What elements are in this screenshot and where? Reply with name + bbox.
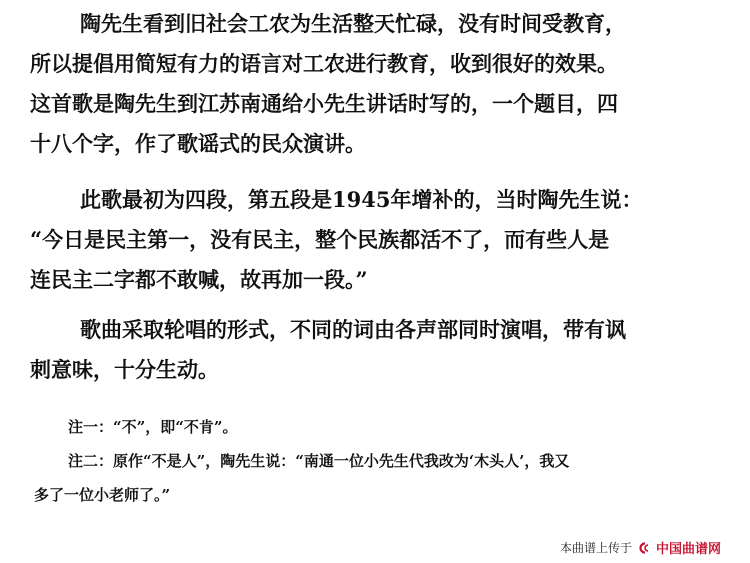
paragraph-2-line-3: 连民主二字都不敢喊，故再加一段。”: [30, 267, 368, 292]
footnote-1: 注一：“不”，即“不肯”。: [68, 418, 238, 436]
paragraph-1-line-3: 这首歌是陶先生到江苏南通给小先生讲话时写的，一个题目，四: [30, 91, 618, 116]
paragraph-1-line-2: 所以提倡用简短有力的语言对工农进行教育，收到很好的效果。: [30, 51, 618, 76]
footnotes: [34, 410, 734, 512]
site-logo-text[interactable]: 中国曲谱网: [656, 542, 722, 557]
paragraph-1: [30, 4, 720, 164]
footnote-2-line-2: 多了一位小老师了。”: [34, 486, 171, 504]
paragraph-1-line-1: 陶先生看到旧社会工农为生活整天忙碌，没有时间受教育，: [80, 11, 626, 36]
paragraph-2-line-1: 此歌最初为四段，第五段是1945年增补的，当时陶先生说：: [80, 187, 643, 212]
paragraph-3: [30, 310, 720, 390]
paragraph-1-line-4: 十八个字，作了歌谣式的民众演讲。: [30, 131, 366, 156]
site-logo-icon: [636, 542, 652, 554]
paragraph-2: [30, 180, 720, 300]
footnote-2-line-1: 注二：原作“不是人”，陶先生说：“南通一位小先生代我改为‘木头人’，我又: [68, 452, 570, 470]
upload-footer: [560, 538, 721, 557]
paragraph-2-line-2: “今日是民主第一，没有民主，整个民族都活不了，而有些人是: [30, 227, 610, 252]
paragraph-3-line-1: 歌曲采取轮唱的形式，不同的词由各声部同时演唱，带有讽: [80, 317, 626, 342]
upload-text: 本曲谱上传于: [560, 541, 633, 555]
paragraph-3-line-2: 刺意味，十分生动。: [30, 357, 219, 382]
